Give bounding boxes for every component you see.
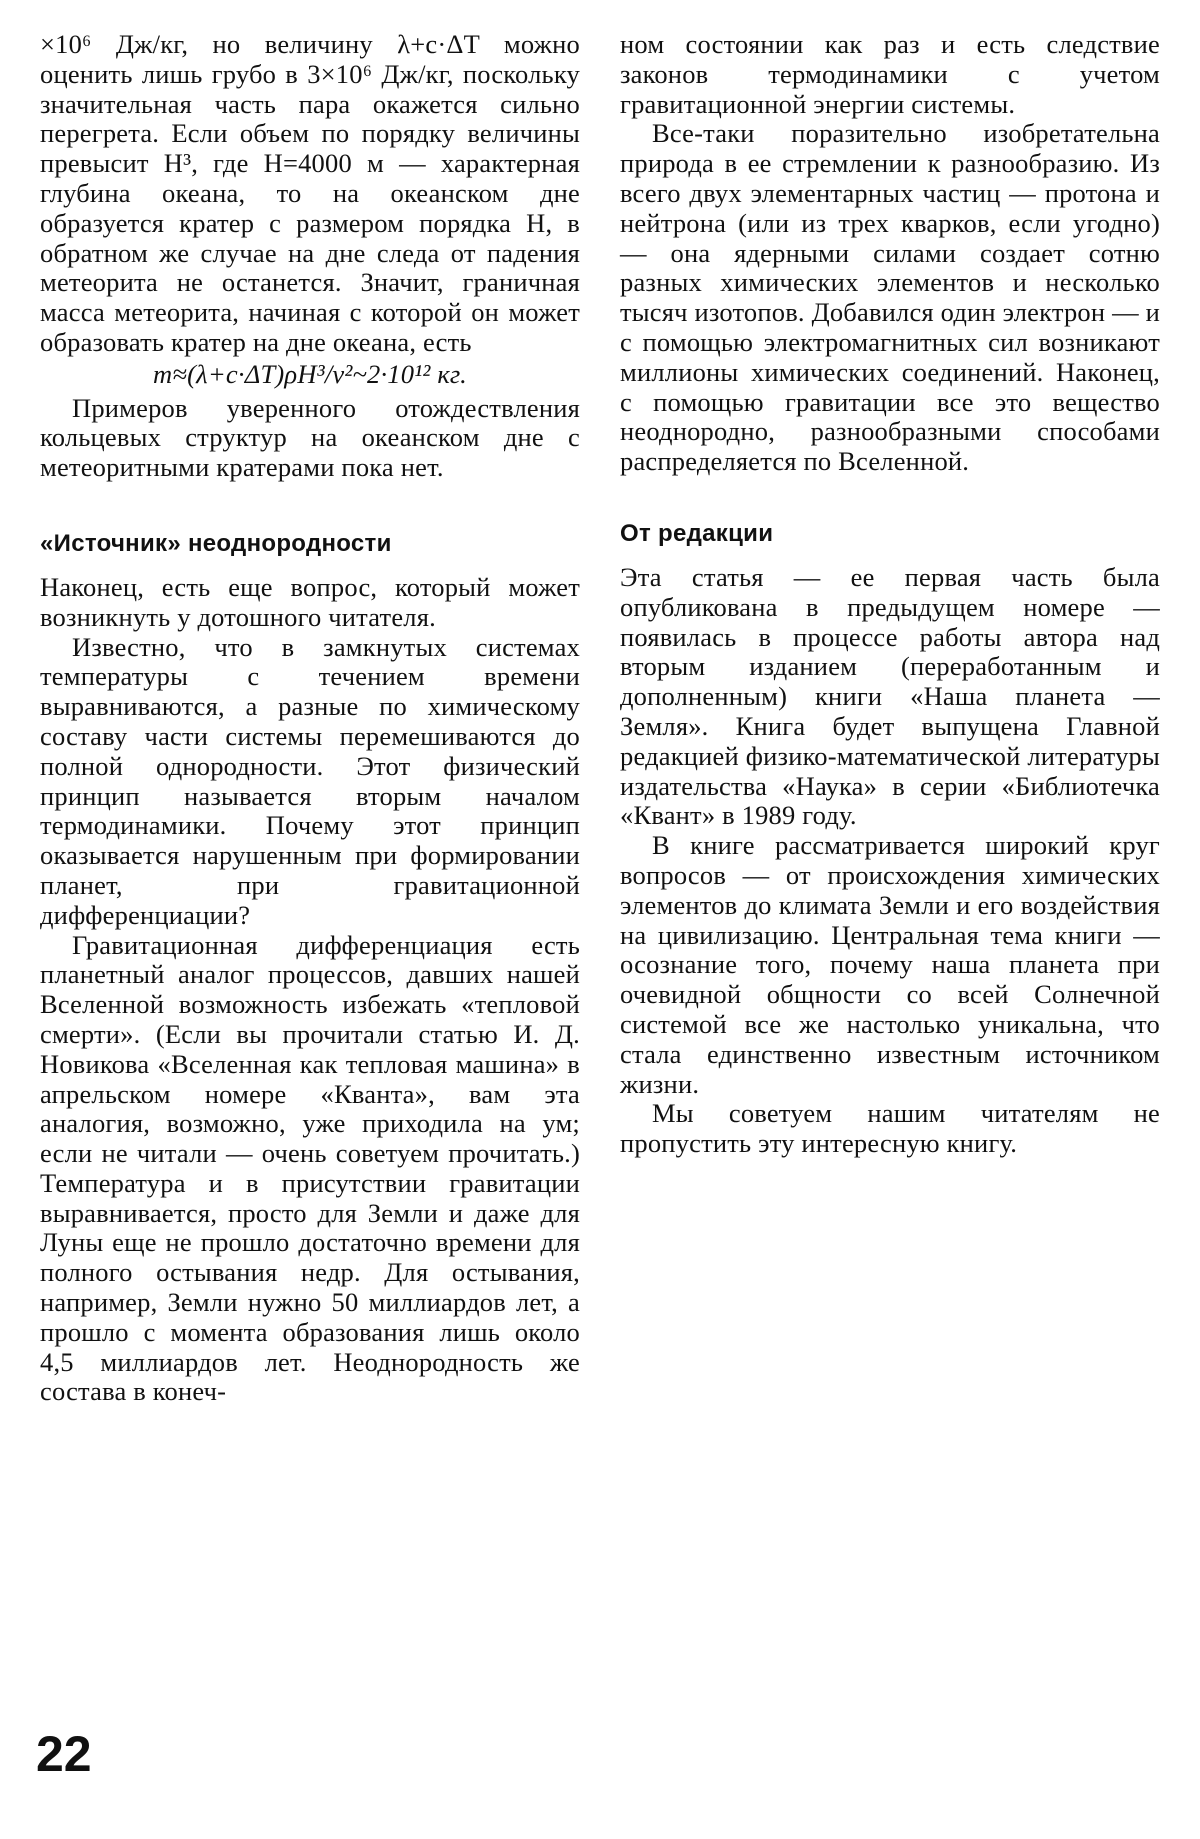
paragraph-energy-estimate: ×10⁶ Дж/кг, но величину λ+c·ΔT можно оценить лишь грубо в 3×10⁶ Дж/кг, поскольку значительная часть пара окажется сильно перегрета. Если объем по порядку величины превысит H³, где H=4000 м — характерная глубина океана, то на океанском дне образуется кратер с размером порядка H, в обратном же случае на дне следа от падения метеорита не останется. Значит, граничная масса метеорита, начиная с которой он может образовать кратер на дне океана, есть [40, 29, 580, 357]
paragraph-second-law: Известно, что в замкнутых системах температуры с течением времени выравниваются, а разные по химическому составу части системы перемешиваются до полной однородности. Этот физический принцип называется вторым началом термодинамики. Почему этот принцип оказывается нарушенным при формировании планет, при гравитационной дифференциации? [40, 631, 580, 930]
meteorite-mass-formula: m≈(λ+c·ΔT)ρH³/v²~2·10¹² кг. [153, 358, 467, 389]
right-column [620, 30, 1160, 1159]
section-heading-inhomogeneity: «Источник» неоднородности [40, 529, 392, 557]
paragraph-thermodynamics-consequence: ном состоянии как раз и есть следствие законов термодинамики с учетом гравитационной энергии системы. [620, 29, 1160, 119]
paragraph-recommendation: Мы советуем нашим читателям не пропустить эту интересную книгу. [620, 1098, 1160, 1159]
paragraph-gravitational-differentiation: Гравитационная дифференциация есть планетный аналог процессов, давших нашей Вселенной возможность избежать «тепловой смерти». (Если вы прочитали статью И. Д. Новикова «Вселенная как тепловая машина» в апрельском номере «Кванта», вам эта аналогия, возможно, уже приходила на ум; если не читали — очень советуем прочитать.) Температура и в присутствии гравитации выравнивается, просто для Земли и даже для Луны еще не прошло достаточно времени для полного остывания недр. Для остывания, например, Земли нужно 50 миллиардов лет, а прошло с момента образования лишь около 4,5 миллиардов лет. Неоднородность же состава в конеч- [40, 929, 580, 1407]
section-heading-editorial: От редакции [620, 519, 774, 547]
paragraph-nature-diversity: Все-таки поразительно изобретательна природа в ее стремлении к разнообразию. Из всего двух элементарных частиц — протона и нейтрона (или из трех кварков, если угодно) — она ядерными силами создает сотню разных химических элементов и несколько тысяч изотопов. Добавился один электрон — и с помощью электромагнитных сил возникают миллионы химических соединений. Наконец, с помощью гравитации все это вещество неоднородно, разнообразными способами распределяется по Вселенной. [620, 118, 1160, 477]
paragraph-book-topics: В книге рассматривается широкий круг вопросов — от происхождения химических элементов до климата Земли и его воздействия на цивилизацию. Центральная тема книги — осознание того, почему наша планета при очевидной общности со всей Солнечной системой все же настолько уникальна, что стала единственно известным источником жизни. [620, 830, 1160, 1099]
paragraph-editorial-book: Эта статья — ее первая часть была опубликована в предыдущем номере — появилась в процессе работы автора над вторым изданием (переработанным и дополненным) книги «Наша планета — Земля». Книга будет выпущена Главной редакцией физико-математической литературы издательства «Наука» в серии «Библиотечка «Квант» в 1989 году. [620, 561, 1160, 831]
left-column [40, 30, 580, 1407]
page-number: 22 [36, 1726, 92, 1782]
paragraph-question: Наконец, есть еще вопрос, который может возникнуть у дотошного читателя. [40, 571, 580, 632]
paragraph-ocean-craters: Примеров уверенного отождествления кольцевых структур на океанском дне с метеоритными кратерами пока нет. [40, 392, 580, 483]
